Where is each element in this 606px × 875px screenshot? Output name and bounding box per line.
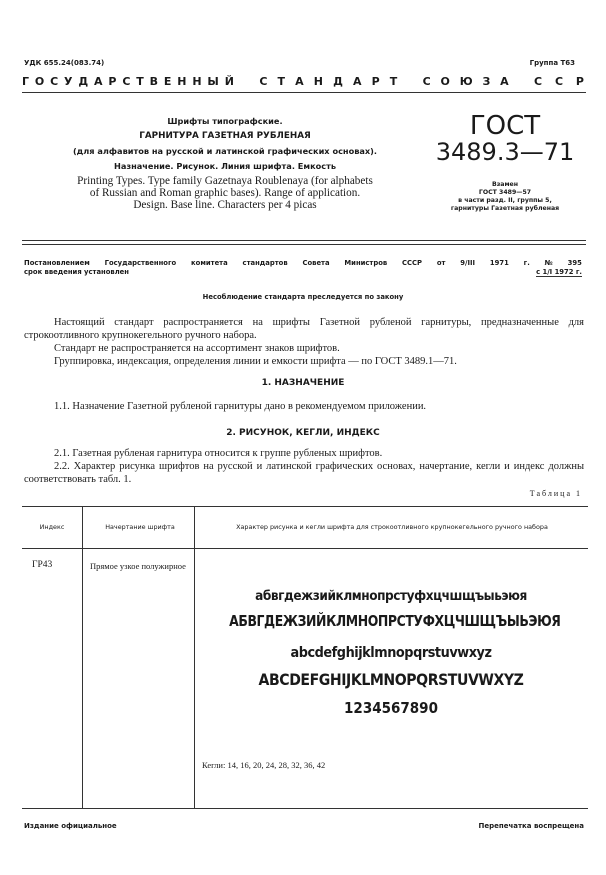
- banner-letter: Р: [371, 75, 380, 88]
- banner-letter: С: [122, 75, 131, 88]
- specimen-digits: 1234567890: [344, 699, 438, 717]
- decree-word: г.: [523, 259, 530, 267]
- banner-letter: Д: [78, 75, 89, 88]
- banner-letter: Г: [22, 75, 30, 88]
- intro-paragraph-2: Стандарт не распространяется на ассортимент знаков шрифтов.: [54, 343, 340, 354]
- table-header-rule: [22, 548, 588, 549]
- decree-line-2: срок введения установлен: [24, 268, 129, 276]
- decree-word: 395: [567, 259, 582, 267]
- section-2-heading: 2. РИСУНОК, КЕГЛИ, ИНДЕКС: [226, 428, 380, 438]
- footer-official-edition: Издание официальное: [24, 822, 117, 830]
- decree-word: комитета: [191, 259, 228, 267]
- group-code: Группа Т63: [529, 59, 575, 67]
- decree-word: Совета: [302, 259, 330, 267]
- intro-paragraph-1: Настоящий стандарт распространяется на шрифты Газетной рубленой гарнитуры, предназначенные для строкоотливного крупнокегельного ручного набора.: [24, 317, 584, 341]
- udk-code: УДК 655.24(083.74): [24, 59, 105, 67]
- state-standard-banner: [22, 75, 584, 88]
- specimen-lowercase-cyrillic: абвгдежзийклмнопрстуфхцчшщъыьэюя: [255, 588, 527, 604]
- specimen-uppercase-cyrillic: АБВГДЕЖЗИЙКЛМНОПРСТУФХЦЧШЩЪЫЬЭЮЯ: [229, 612, 561, 630]
- banner-letter: Т: [277, 75, 286, 88]
- gost-number: 3489.3—71: [435, 138, 575, 166]
- title-rule-1: [22, 240, 586, 241]
- table-column-divider-1: [82, 506, 83, 808]
- table-header-style: Начертание шрифта: [105, 523, 175, 531]
- decree-word: Государственного: [104, 259, 177, 267]
- banner-letter: С: [533, 75, 543, 88]
- banner-letter: Т: [389, 75, 398, 88]
- intro-paragraph-3: Группировка, индексация, определения линии и емкости шрифта — по ГОСТ 3489.1—71.: [54, 356, 457, 367]
- banner-letter: Е: [163, 75, 172, 88]
- banner-letter: С: [422, 75, 431, 88]
- decree-word: №: [544, 259, 553, 267]
- table-column-divider-2: [194, 506, 195, 808]
- specimen-sizes: Кегли: 14, 16, 20, 24, 28, 32, 36, 42: [202, 760, 326, 770]
- replaces-line-3: в части разд. II, группы 5,: [458, 197, 552, 204]
- table-top-rule: [22, 506, 588, 507]
- banner-letter: Ю: [459, 75, 473, 88]
- table-bottom-rule: [22, 808, 588, 809]
- section-2-paragraph-1: 2.1. Газетная рубленая гарнитура относится к группе рубленых шрифтов.: [54, 448, 383, 459]
- banner-word-3: [423, 75, 509, 88]
- legal-notice: Несоблюдение стандарта преследуется по закону: [202, 293, 404, 301]
- banner-letter: А: [295, 75, 304, 88]
- banner-letter: А: [353, 75, 362, 88]
- decree-word: 1971: [489, 259, 509, 267]
- banner-word-2: [259, 75, 397, 88]
- banner-letter: В: [149, 75, 159, 88]
- banner-letter: С: [554, 75, 564, 88]
- table-caption: Таблица 1: [529, 489, 582, 498]
- banner-letter: Ы: [207, 75, 219, 88]
- title-line-4: Назначение. Рисунок. Линия шрифта. Емкость: [113, 161, 337, 171]
- banner-letter: О: [34, 75, 45, 88]
- title-rule-2: [22, 244, 586, 245]
- banner-letter: У: [64, 75, 73, 88]
- section-1-paragraph: 1.1. Назначение Газетной рубленой гарнитуры дано в рекомендуемом приложении.: [54, 401, 427, 412]
- decree-date: с 1/I 1972 г.: [536, 268, 582, 276]
- banner-letter: Н: [177, 75, 187, 88]
- decree-word: от: [436, 259, 446, 267]
- title-english-3: Design. Base line. Characters per 4 picas: [133, 199, 317, 211]
- row-index: ГР43: [32, 560, 53, 570]
- decree-line-1: [24, 259, 582, 267]
- banner-letter: Н: [313, 75, 323, 88]
- replaces-line-1: Взамен: [491, 181, 519, 188]
- replaces-line-4: гарнитуры Газетная рубленая: [450, 205, 560, 212]
- title-english-2: of Russian and Roman graphic bases). Range of application.: [89, 187, 361, 199]
- banner-letter: Н: [192, 75, 202, 88]
- banner-letter: Й: [224, 75, 234, 88]
- decree-word: Постановлением: [24, 259, 90, 267]
- banner-word-4: [534, 75, 584, 88]
- title-english-1: Printing Types. Type family Gazetnaya Roublenaya (for alphabets: [77, 175, 373, 187]
- gost-label: ГОСТ: [469, 111, 541, 141]
- decree-word: стандартов: [242, 259, 288, 267]
- header-rule: [22, 92, 586, 93]
- banner-letter: С: [259, 75, 268, 88]
- table-header-specimen: Характер рисунка и кегли шрифта для строкоотливного крупнокегельного ручного набора: [236, 523, 548, 531]
- footer-reprint-prohibited: Перепечатка воспрещена: [478, 822, 584, 830]
- specimen-uppercase-latin: ABCDEFGHIJKLMNOPQRSTUVWXYZ: [258, 670, 524, 689]
- banner-word-1: [22, 75, 234, 88]
- row-style: Прямое узкое полужирное: [90, 561, 186, 571]
- banner-letter: С: [50, 75, 59, 88]
- banner-letter: З: [482, 75, 491, 88]
- banner-letter: Р: [108, 75, 117, 88]
- banner-letter: Т: [136, 75, 144, 88]
- banner-letter: Р: [575, 75, 584, 88]
- decree-word: 9/III: [460, 259, 476, 267]
- banner-letter: Д: [333, 75, 343, 88]
- decree-word: СССР: [402, 259, 422, 267]
- banner-letter: А: [94, 75, 103, 88]
- table-header-index: Индекс: [39, 523, 65, 531]
- title-line-1: Шрифты типографские.: [167, 116, 283, 126]
- section-2-paragraph-2: 2.2. Характер рисунка шрифтов на русской и латинской графических основах, начертание, кегли и индекс должны соответствовать табл. 1.: [24, 461, 584, 485]
- banner-letter: О: [440, 75, 450, 88]
- section-1-heading: 1. НАЗНАЧЕНИЕ: [261, 378, 345, 388]
- decree-word: Министров: [344, 259, 388, 267]
- specimen-lowercase-latin: abcdefghijklmnopqrstuvwxyz: [290, 645, 492, 661]
- banner-letter: А: [500, 75, 509, 88]
- title-line-2: ГАРНИТУРА ГАЗЕТНАЯ РУБЛЕНАЯ: [139, 131, 311, 141]
- title-line-3: (для алфавитов на русской и латинской графических основах).: [72, 146, 378, 156]
- replaces-line-2: ГОСТ 3489—57: [478, 189, 532, 196]
